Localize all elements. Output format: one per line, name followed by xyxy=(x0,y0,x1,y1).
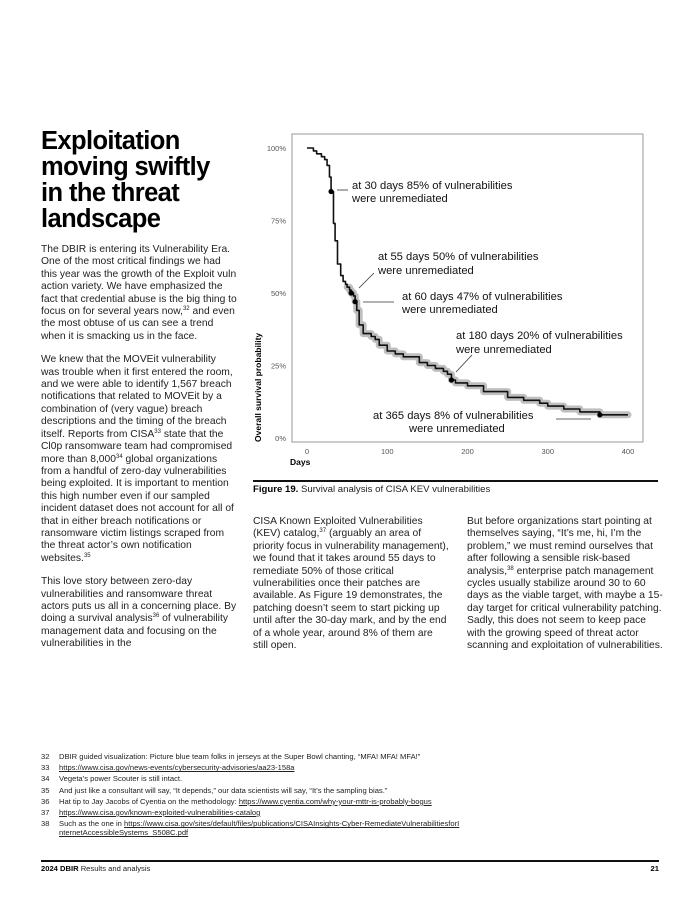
middle-column xyxy=(253,516,449,663)
y-tick-label: 100% xyxy=(266,144,286,153)
footnote-ref[interactable]: 33 xyxy=(154,428,161,435)
survival-chart xyxy=(253,130,658,475)
figure-19 xyxy=(253,130,658,500)
data-marker xyxy=(597,412,602,417)
data-marker xyxy=(449,377,454,382)
annotation-180-days: were unremediated xyxy=(456,344,552,356)
x-tick-label: 200 xyxy=(461,447,474,456)
section-name: Results and analysis xyxy=(78,864,151,873)
footnote-link[interactable]: https://www.cisa.gov/sites/default/files/publications/CISAInsights-Cyber-RemediateVulnerabilitiesforInternetAccessibleSystems_S508C.pdf xyxy=(59,819,460,838)
footnote-ref[interactable]: 36 xyxy=(152,613,160,620)
data-marker xyxy=(353,299,358,304)
title-line: in the threat xyxy=(41,179,180,207)
footnote-34: 34 Vegeta’s power Scouter is still intact. xyxy=(41,774,183,784)
page-title xyxy=(41,128,241,232)
footnote-ref[interactable]: 34 xyxy=(116,453,123,460)
annotation-365-days: at 365 days 8% of vulnerabilities xyxy=(373,410,534,422)
figure-caption xyxy=(253,484,490,495)
y-tick-label: 50% xyxy=(270,289,286,298)
report-name: 2024 DBIR xyxy=(41,864,79,873)
footnote-link[interactable]: https://www.cyentia.com/why-your-mttr-is-probably-bogus xyxy=(238,796,432,806)
annotation-365-days: were unremediated xyxy=(409,423,505,435)
x-axis-ticks xyxy=(305,447,634,456)
y-tick-label: 0% xyxy=(275,434,286,443)
footnote-link[interactable]: https://www.cisa.gov/known-exploited-vulnerabilities-catalog xyxy=(59,807,261,817)
footnote-ref[interactable]: 32 xyxy=(182,306,190,313)
x-tick-label: 300 xyxy=(541,447,555,456)
data-marker xyxy=(328,189,333,194)
title-line: landscape xyxy=(41,205,161,233)
footer-title xyxy=(41,864,150,873)
page-number: 21 xyxy=(650,864,659,873)
paragraph: This love story between zero-day vulnerabilities and ransomware threat actors puts us all in a concerning place. By doing a survival analysis$^{36}$ of vulnerability management data and focusing on the vulnerabilities in the xyxy=(41,576,237,650)
footer-rule xyxy=(41,860,659,862)
x-tick-label: 0 xyxy=(304,447,310,456)
footnote-36: 36 Hat tip to Jay Jacobs of Cyentia on the methodology: https://www.cyentia.com/why-your-mttr-is-probably-bogus xyxy=(41,796,432,806)
footnote-38: 38 Such as the one in https://www.cisa.gov/sites/default/files/publications/CISAInsights-Cyber-RemediateVulnerabilitiesforInternetAccessibleSystems_S508C.pdf xyxy=(41,819,460,838)
y-tick-label: 25% xyxy=(270,361,286,371)
y-axis-ticks xyxy=(267,144,287,443)
figure-rule xyxy=(253,480,658,482)
paragraph: The DBIR is entering its Vulnerability Era. One of the most critical findings we had this year was the growth of the Exploit vuln action variety. We have emphasized the fact that credential abuse is the big thing to focus on for several years now,$^{32}$ and even the most obtuse of us can see a trend when it is smacking us in the face. xyxy=(41,244,237,342)
y-axis-label: Overall survival probability xyxy=(253,332,263,442)
footnote-ref[interactable]: 38 xyxy=(507,565,514,572)
x-tick-label: 400 xyxy=(621,447,635,456)
annotation-30-days: were unremediated xyxy=(352,193,448,205)
annotation-55-days: at 55 days 50% of vulnerabilities xyxy=(378,251,539,263)
footnote-33: 33 https://www.cisa.gov/news-events/cybersecurity-advisories/aa23-158a xyxy=(41,763,295,773)
footnote-link[interactable]: https://www.cisa.gov/news-events/cybersecurity-advisories/aa23-158a xyxy=(59,763,295,773)
left-column xyxy=(41,244,237,662)
title-line: moving swiftly xyxy=(41,153,210,181)
annotation-55-days: were unremediated xyxy=(378,265,474,277)
x-axis-label: Days xyxy=(290,457,311,467)
footnote-ref[interactable]: 35 xyxy=(83,552,91,559)
footnotes xyxy=(41,752,461,839)
annotation-180-days: at 180 days 20% of vulnerabilities xyxy=(456,330,623,342)
annotations xyxy=(351,180,623,435)
footnote-32: 32 DBIR guided visualization: Picture blue team folks in jerseys at the Super Bowl chanting, “MFA! MFA! MFA!” xyxy=(41,752,421,761)
title-line: Exploitation xyxy=(41,127,180,155)
figure-label: Figure 19. xyxy=(253,484,299,495)
data-marker xyxy=(349,290,354,295)
y-tick-label: 75% xyxy=(270,216,286,226)
footnote-37: 37 https://www.cisa.gov/known-exploited-vulnerabilities-catalog xyxy=(41,807,261,817)
paragraph: CISA Known Exploited Vulnerabilities (KEV) catalog,$^{37}$ (arguably an area of priority focus in vulnerability management), we found that it takes around 55 days to remediate 50% of those critical vulnerabilities once their patches are available. As Figure 19 demonstrates, the patching doesn’t seem to start picking up until after the 30-day mark, and by the end of a whole year, around 8% of them are still open. xyxy=(253,516,449,652)
right-column xyxy=(467,516,667,663)
paragraph: We knew that the MOVEit vulnerability was trouble when it first entered the room, and we were able to identify 1,567 breach notifications that related to MOVEit by a combination of (very vague) breach descriptions and the timing of the breach itself. Reports from CISA$^{33}$ state that the Cl0p ransomware team had compromised more than 8,000$^{34}$ global organizations from a handful of zero-day vulnerabilities being exploited. It is important to mention this high number even if our sampled incident dataset does not account for all of that in either breach notifications or ransomware victim listings scraped from the threat actor’s own notification websites.$^{35}$ xyxy=(41,354,234,564)
paragraph: But before organizations start pointing at themselves saying, “It’s me, hi, I’m the problem,” we must remind ourselves that after following a sensible risk-based analysis,$^{38}$ enterprise patch management cycles usually stabilize around 30 to 60 days as the viable target, with maybe a 15-day target for critical vulnerability patching. Sadly, this does not seem to keep pace with the growing speed of threat actor scanning and exploitation of vulnerabilities. xyxy=(467,516,663,652)
footnote-35: 35 And just like a consultant will say, “It depends,” our data scientists will say, “It’s the sampling bias.” xyxy=(41,785,388,795)
x-tick-label: 100 xyxy=(380,447,394,456)
annotation-60-days: were unremediated xyxy=(402,304,498,316)
annotation-30-days: at 30 days 85% of vulnerabilities xyxy=(352,180,513,192)
annotation-60-days: at 60 days 47% of vulnerabilities xyxy=(402,291,563,303)
figure-caption-text: Survival analysis of CISA KEV vulnerabilities xyxy=(298,484,491,495)
footnote-ref[interactable]: 37 xyxy=(319,528,327,535)
